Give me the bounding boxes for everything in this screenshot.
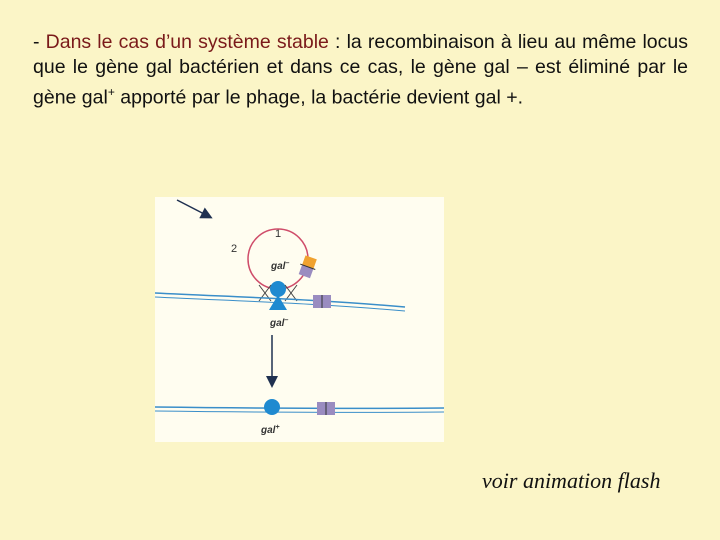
gal-plus-superscript: + [107,85,115,99]
bacterial-gal-label: gal– [270,317,289,329]
paragraph-lead: Dans le cas d’un système stable [45,31,329,53]
explanation-paragraph [33,30,688,111]
paragraph-text-2: apporté par le phage, la bactérie devient gal +. [114,86,524,109]
bacterial-dna-lower-1 [155,407,444,408]
bacterial-dna-lower-2 [155,411,444,412]
step-label-1: 1 [275,228,282,240]
paragraph-dash: - [33,31,46,53]
result-gal-label: gal+ [261,424,280,436]
phage-gal-label: gal– [271,260,290,272]
flash-animation-link[interactable]: voir animation flash [482,468,661,493]
step-label-2: 2 [231,243,238,255]
incoming-arrow [177,200,210,217]
paragraph-text-1: : la recombinaison à lieu au même locus que le gène gal bactérien et dans ce cas, le gène gal – est éliminé par le gène gal [33,31,689,109]
recombination-diagram [155,197,444,442]
recombination-figure [155,197,444,442]
result-blue-gene [264,399,280,415]
phage-gene-blocks [297,255,319,279]
phage-blue-gene [270,281,286,297]
